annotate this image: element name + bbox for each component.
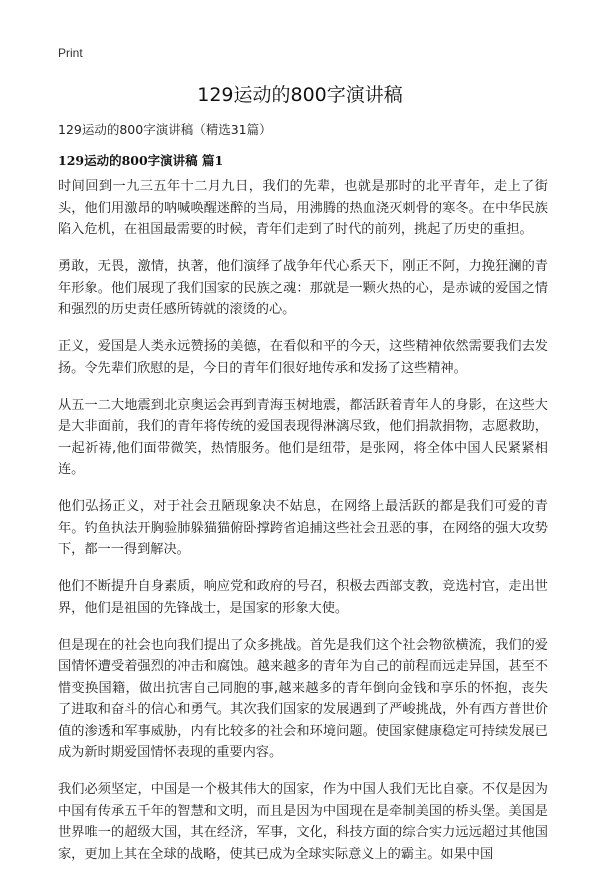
section-heading: 129运动的800字演讲稿 篇1 [58, 153, 224, 168]
document-title: 129运动的800字演讲稿 [197, 84, 403, 106]
print-link[interactable]: Print [58, 46, 83, 60]
article-body [58, 176, 548, 881]
paragraph: 他们不断提升自身素质，响应党和政府的号召，积极去西部支教，竞选村官，走出世界，他们是祖国的先锋战士，是国家的形象大使。 [58, 579, 548, 616]
paragraph: 勇敢，无畏，激情，执著，他们演绎了战争年代心系天下，刚正不阿，力挽狂澜的青年形象。他们展现了我们国家的民族之魂：那就是一颗火热的心，是赤诚的爱国之情和强烈的历史责任感所铸就的滚烫的心。 [58, 259, 548, 317]
document-subtitle: 129运动的800字演讲稿（精选31篇） [58, 122, 272, 137]
paragraph: 正义，爱国是人类永远赞扬的美德，在看似和平的今天，这些精神依然需要我们去发扬。令先辈们欣慰的是，今日的青年们很好地传承和发扬了这些精神。 [58, 339, 548, 376]
paragraph: 他们弘扬正义，对于社会丑陋现象决不姑息，在网络上最活跃的都是我们可爱的青年。钓鱼执法开胸验肺躲猫猫俯卧撑跨省追捕这些社会丑恶的事，在网络的强大攻势下，都一一得到解决。 [58, 499, 548, 557]
paragraph: 我们必须坚定，中国是一个极其伟大的国家，作为中国人我们无比自豪。不仅是因为中国有传承五千年的智慧和文明，而且是因为中国现在是牵制美国的桥头堡。美国是世界唯一的超级大国，其在经济，军事，文化，科技方面的综合实力远远超过其他国家，更加上其在全球的战略，使其已成为全球实际意义上的霸主。如果中国 [58, 782, 548, 862]
paragraph: 但是现在的社会也向我们提出了众多挑战。首先是我们这个社会物欲横流，我们的爱国情怀遭受着强烈的冲击和腐蚀。越来越多的青年为自己的前程而远走异国，甚至不惜变换国籍，做出抗害自己同胞的事,越来越多的青年倒向金钱和享乐的怀抱，丧失了进取和奋斗的信心和勇气。其次我们国家的发展遇到了严峻挑战，外有西方普世价值的渗透和军事威胁，内有比较多的社会和环境问题。使国家健康稳定可持续发展已成为新时期爱国情怀表现的重要内容。 [58, 637, 548, 760]
paragraph: 时间回到一九三五年十二月九日，我们的先辈，也就是那时的北平青年，走上了街头，他们用激昂的呐喊唤醒迷醉的当局，用沸腾的热血浇灭刺骨的寒冬。在中华民族陷入危机，在祖国最需要的时候，青年们走到了时代的前列，挑起了历史的重担。 [58, 179, 548, 237]
paragraph: 从五一二大地震到北京奥运会再到青海玉树地震，都活跃着青年人的身影，在这些大是大非面前，我们的青年将传统的爱国表现得淋漓尽致，他们捐款捐物，志愿救助，一起祈祷,他们面带微笑，热情服务。他们是纽带，是张网，将全体中国人民紧紧相连。 [58, 397, 548, 477]
